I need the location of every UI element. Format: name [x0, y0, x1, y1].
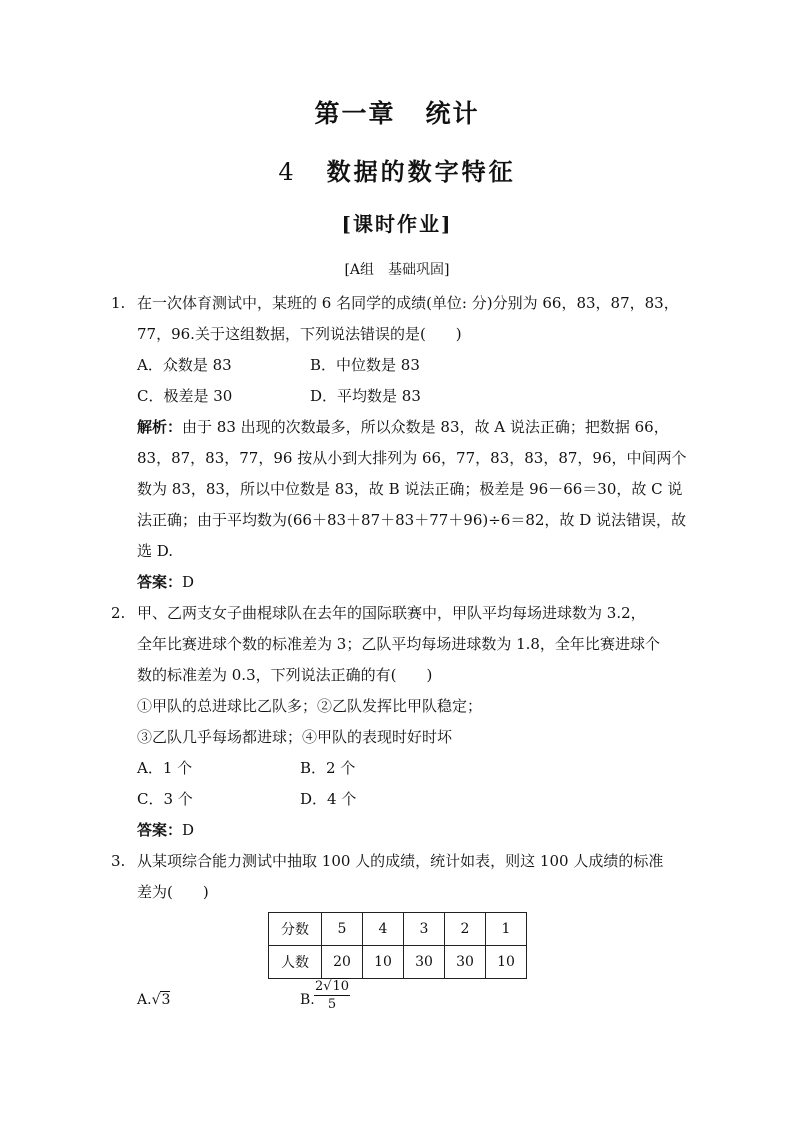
table-cell: 20 — [322, 946, 363, 979]
question-1-answer — [137, 572, 194, 592]
question-3-option-b-fraction — [314, 979, 350, 1013]
question-3-option-b-label: B. — [300, 992, 315, 1008]
question-2-option-d: D．4 个 — [300, 790, 357, 808]
question-2-line-1: 甲、乙两支女子曲棍球队在去年的国际联赛中，甲队平均每场进球数为 3.2， — [137, 604, 646, 622]
section-number: 4 — [278, 158, 297, 186]
question-1-analysis-line-5: 选 D. — [137, 542, 174, 560]
score-table — [268, 912, 527, 979]
table-cell-header: 分数 — [269, 913, 322, 946]
question-3-line-1: 从某项综合能力测试中抽取 100 人的成绩，统计如表，则这 100 人成绩的标准 — [137, 852, 664, 870]
question-2-option-c: C．3 个 — [137, 790, 193, 808]
chapter-title — [0, 94, 794, 130]
question-2-line-3: 数的标准差为 0.3，下列说法正确的有( ) — [137, 666, 433, 684]
question-2-statement-2: ③乙队几乎每场都进球；④甲队的表现时好时坏 — [137, 728, 453, 746]
analysis-label: 解析： — [137, 418, 183, 436]
sqrt-icon: √ — [151, 992, 161, 1008]
table-cell: 10 — [363, 946, 404, 979]
table-cell: 30 — [445, 946, 486, 979]
question-1-line-2: 77，96.关于这组数据，下列说法错误的是( ) — [137, 325, 462, 343]
question-3-line-2: 差为( ) — [137, 883, 209, 901]
analysis-text: 由于 83 出现的次数最多，所以众数是 83，故 A 说法正确；把数据 66， — [182, 418, 669, 436]
group-label: [A组 — [344, 262, 375, 278]
question-3-number: 3. — [111, 852, 126, 870]
answer-value: D — [182, 573, 195, 591]
question-1-analysis-line-4: 法正确；由于平均数为(66＋83＋87＋83＋77＋96)÷6＝82，故 D 说法错误，故 — [137, 511, 686, 529]
option-label: A. — [137, 992, 152, 1008]
table-cell: 5 — [322, 913, 363, 946]
fraction-numerator — [314, 979, 350, 995]
table-cell: 10 — [486, 946, 527, 979]
table-cell: 1 — [486, 913, 527, 946]
question-1-option-c: C．极差是 30 — [137, 387, 233, 405]
chapter-name: 统计 — [425, 99, 480, 128]
group-title — [0, 259, 794, 279]
question-1-option-a: A．众数是 83 — [137, 356, 232, 374]
question-1-number: 1. — [111, 294, 126, 312]
question-2-option-a: A．1 个 — [137, 759, 193, 777]
table-row — [269, 946, 527, 979]
table-cell-header: 人数 — [269, 946, 322, 979]
question-1-line-1: 在一次体育测试中，某班的 6 名同学的成绩(单位: 分)分别为 66，83，87，83， — [137, 294, 679, 312]
question-2-answer — [137, 820, 194, 840]
section-title — [0, 152, 794, 187]
table-cell: 3 — [404, 913, 445, 946]
question-2-number: 2. — [111, 604, 126, 622]
question-1-analysis-line-2: 83，87，83，77，96 按从小到大排列为 66，77，83，83，87，96，中间两个 — [137, 449, 687, 467]
answer-value: D — [182, 821, 195, 839]
question-2-line-2: 全年比赛进球个数的标准差为 3；乙队平均每场进球数为 1.8，全年比赛进球个 — [137, 635, 660, 653]
sqrt-icon: √ — [323, 979, 332, 994]
question-1-option-b: B．中位数是 83 — [310, 356, 420, 374]
table-cell: 30 — [404, 946, 445, 979]
table-cell: 4 — [363, 913, 404, 946]
question-1-option-d: D．平均数是 83 — [310, 387, 421, 405]
question-2-option-b: B．2 个 — [300, 759, 356, 777]
question-1-analysis-line-3: 数为 83，83，所以中位数是 83，故 B 说法正确；极差是 96－66＝30，故 C 说 — [137, 480, 683, 498]
answer-label: 答案： — [137, 821, 183, 839]
question-2-statement-1: ①甲队的总进球比乙队多；②乙队发挥比甲队稳定； — [137, 697, 483, 715]
section-name: 数据的数字特征 — [326, 157, 516, 186]
answer-label: 答案： — [137, 573, 183, 591]
chapter-number: 第一章 — [314, 99, 396, 128]
radicand: 10 — [332, 979, 350, 994]
table-cell: 2 — [445, 913, 486, 946]
question-1-analysis-line-1 — [137, 417, 669, 437]
fraction-denominator: 5 — [314, 995, 350, 1013]
homework-title: [课时作业] — [341, 212, 453, 236]
radicand: 3 — [161, 992, 171, 1008]
group-name: 基础巩固] — [388, 262, 450, 278]
table-row — [269, 913, 527, 946]
question-3-option-a — [137, 990, 170, 1010]
coefficient: 2 — [314, 979, 324, 994]
